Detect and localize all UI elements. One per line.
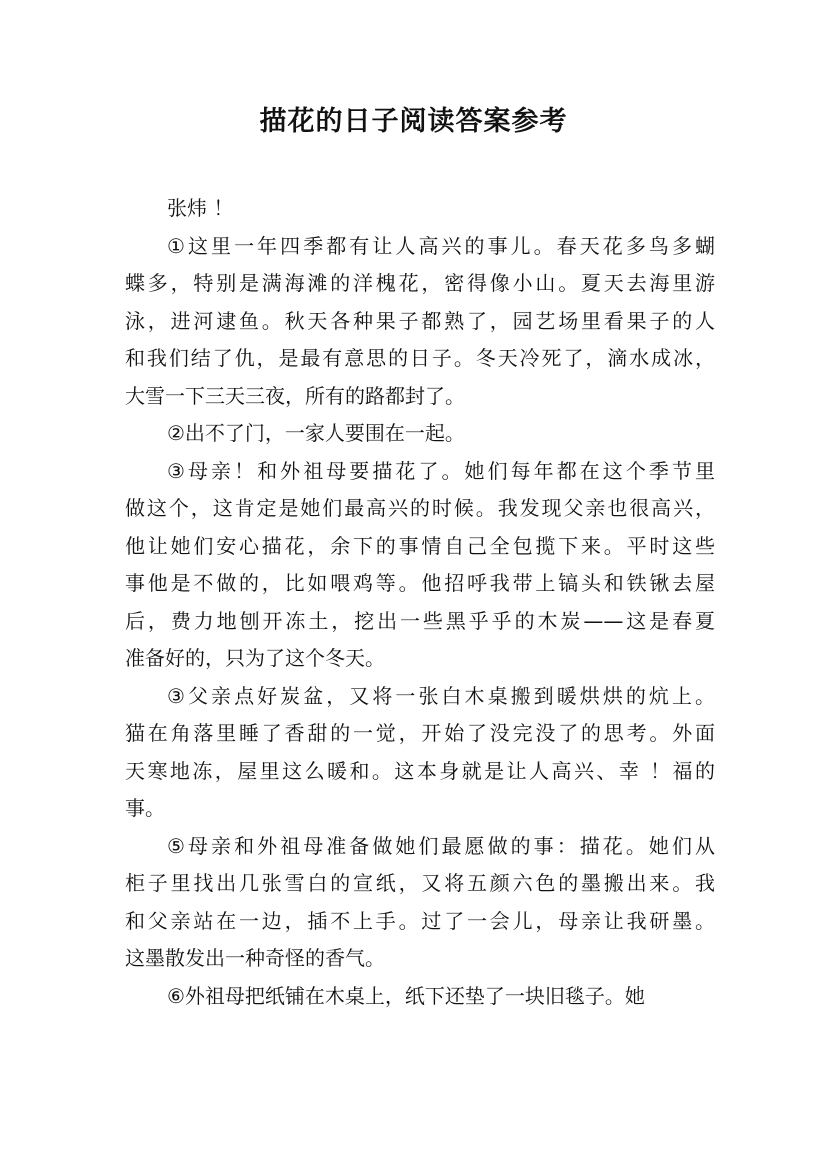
- text-line: 后，费力地刨开冻土，挖出一些黑乎乎的木炭——这是春夏: [125, 608, 715, 633]
- text-line: 这墨散发出一种奇怪的香气。: [125, 946, 385, 970]
- text-line: 泳，进河逮鱼。秋天各种果子都熟了，园艺场里看果子的人: [125, 308, 715, 333]
- text-line: ③父亲点好炭盆，又将一张白木桌搬到暖烘烘的炕上。: [167, 683, 715, 708]
- paragraph-p1: [125, 228, 715, 416]
- text-line: 张炜 ！: [167, 196, 234, 220]
- text-line: 和我们结了仇，是最有意思的日子。冬天冷死了，滴水成冰，: [125, 346, 715, 370]
- paragraph-author: [125, 190, 715, 228]
- text-line: ⑥外祖母把纸铺在木桌上，纸下还垫了一块旧毯子。她: [167, 983, 645, 1008]
- text-line: 天寒地冻，屋里这么暖和。这本身就是让人高兴、幸 ！福的: [125, 758, 715, 783]
- text-line: ②出不了门，一家人要围在一起。: [167, 421, 465, 445]
- text-line: ③母亲！和外祖母要描花了。她们每年都在这个季节里: [167, 458, 715, 483]
- text-line: ⑤母亲和外祖母准备做她们最愿做的事：描花。她们从: [167, 833, 715, 858]
- text-line: 事。: [125, 796, 165, 820]
- text-line: 蝶多，特别是满海滩的洋槐花，密得像小山。夏天去海里游: [125, 271, 715, 295]
- text-line: 他让她们安心描花，余下的事情自己全包揽下来。平时这些: [125, 533, 715, 558]
- document-body: [125, 190, 715, 1015]
- paragraph-p6: [125, 978, 715, 1016]
- paragraph-p5: [125, 828, 715, 978]
- text-line: 柜子里找出几张雪白的宣纸，又将五颜六色的墨搬出来。我: [125, 871, 715, 895]
- text-line: 大雪一下三天三夜，所有的路都封了。: [125, 383, 465, 408]
- document-title: 描花的日子阅读答案参考: [259, 106, 568, 137]
- paragraph-p2: [125, 415, 715, 453]
- text-line: ①这里一年四季都有让人高兴的事儿。春天花多鸟多蝴: [167, 233, 715, 258]
- text-line: 和父亲站在一边，插不上手。过了一会儿，母亲让我研墨。: [125, 908, 715, 933]
- text-line: 猫在角落里睡了香甜的一觉，开始了没完没了的思考。外面: [125, 721, 715, 745]
- paragraph-p4: [125, 678, 715, 828]
- text-line: 做这个，这肯定是她们最高兴的时候。我发现父亲也很高兴，: [125, 496, 715, 520]
- text-line: 准备好的，只为了这个冬天。: [125, 646, 385, 670]
- text-line: 事他是不做的，比如喂鸡等。他招呼我带上镐头和铁锹去屋: [125, 571, 715, 595]
- paragraph-p3: [125, 453, 715, 678]
